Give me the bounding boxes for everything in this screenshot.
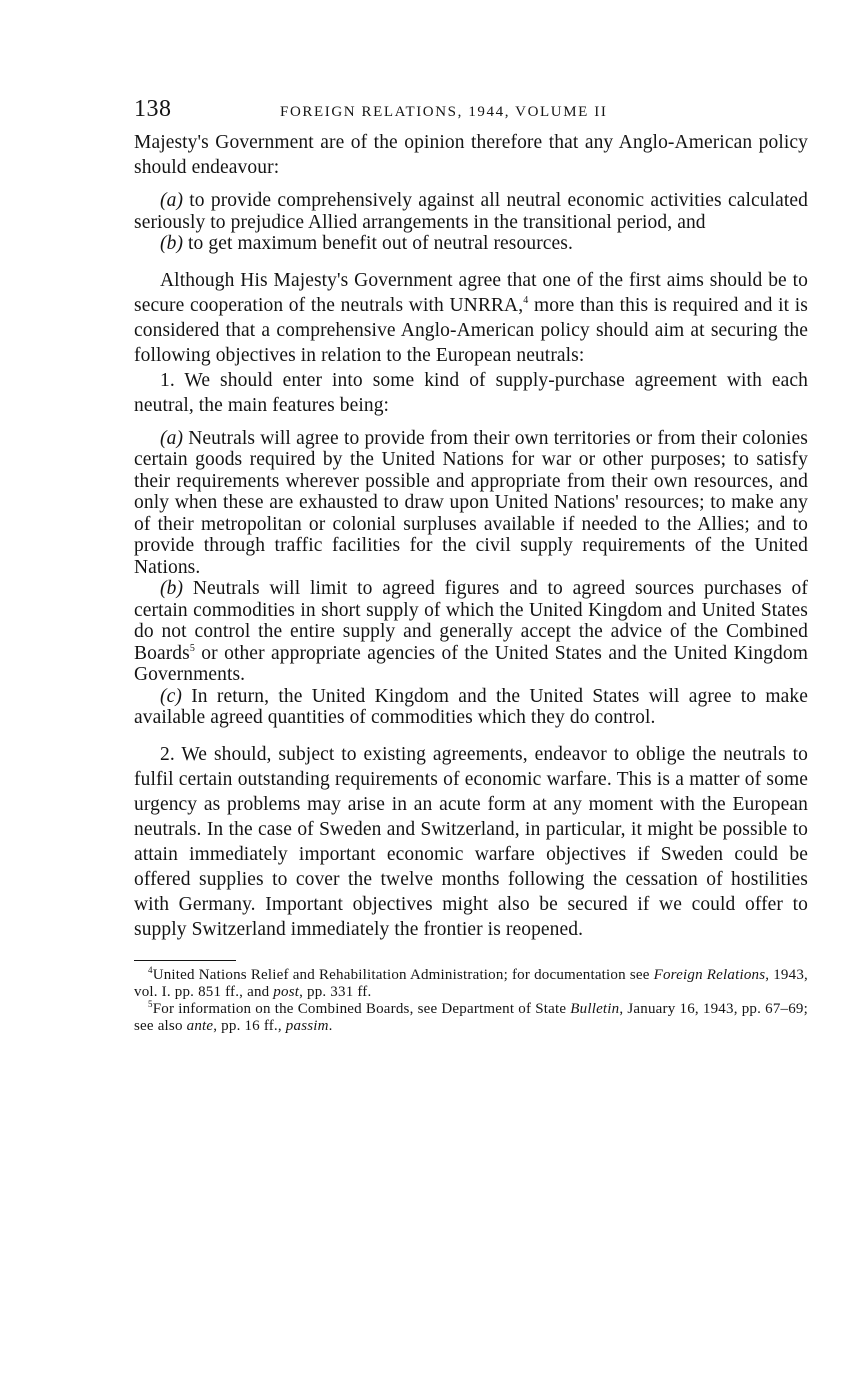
feature-a-text: Neutrals will agree to provide from their own territories or from their colonies certain goods required by the United Nations for war or other purposes; to satisfy their requirements wherever possible and appropriate from their own resources, and only when these are exhausted to draw upon United Nations' resources; to make any of their metropolitan or colonial surpluses available if needed to the Allies; and to provide through traffic facilities for the civil supply requirements of the United Nations. — [134, 427, 808, 578]
aim-a-label: (a) — [160, 190, 184, 211]
feature-b — [134, 578, 808, 686]
item-1-paragraph: 1. We should enter into some kind of supply-purchase agreement with each neutral, the main features being: — [134, 369, 808, 416]
objectives-text-after: more than this is required and it is considered that a comprehensive Anglo-American policy should aim at securing the following objectives in relation to the European neutrals: — [134, 294, 808, 366]
footnote-4-text2: , 1943, vol. I. pp. 851 ff., and — [134, 966, 808, 1000]
footnote-divider — [134, 960, 236, 961]
footnote-4 — [134, 964, 808, 1001]
intro-paragraph: Majesty's Government are of the opinion therefore that any Anglo-American policy should endeavour: — [134, 132, 808, 178]
footnote-5 — [134, 998, 808, 1035]
aim-b-label: (b) — [160, 233, 184, 254]
feature-b-label: (b) — [160, 578, 184, 599]
footnote-5-ante: ante — [186, 1017, 214, 1034]
footnote-ref-5: 5 — [189, 642, 195, 654]
feature-a — [134, 428, 808, 579]
aim-a — [134, 190, 808, 233]
aim-a-text: to provide comprehensively against all neutral economic activities calculated seriously to prejudice Allied arrangements in the transitional period, and — [134, 190, 808, 233]
footnotes — [134, 964, 808, 1035]
objectives-paragraph — [134, 268, 808, 368]
feature-c-label: (c) — [160, 685, 182, 707]
footnote-4-text3: , pp. 331 ff. — [299, 983, 372, 1000]
footnote-5-end: . — [328, 1017, 333, 1034]
aims-list — [134, 190, 808, 255]
footnote-5-text: For information on the Combined Boards, see Department of State — [152, 1000, 571, 1017]
features-list — [134, 428, 808, 729]
footnote-4-text: United Nations Relief and Rehabilitation Administration; for documentation see — [152, 966, 654, 983]
footnote-5-text3: , pp. 16 ff., — [213, 1017, 286, 1034]
footnote-5-text2: , January 16, 1943, pp. 67–69; see also — [134, 1000, 808, 1034]
feature-a-label: (a) — [160, 427, 184, 449]
document-page — [134, 96, 808, 1035]
aim-b — [134, 233, 808, 255]
feature-b-text-after: or other appropriate agencies of the United States and the United Kingdom Governments. — [134, 642, 808, 685]
footnote-4-title: Foreign Relations — [653, 966, 766, 983]
objectives-text: Although His Majesty's Government agree that one of the first aims should be to secure cooperation of the neutrals with UNRRA, — [134, 269, 808, 316]
footnote-5-mark: 5 — [148, 998, 153, 1009]
footnote-5-title: Bulletin — [570, 1000, 620, 1017]
footnote-4-mark: 4 — [148, 964, 153, 975]
running-head: FOREIGN RELATIONS, 1944, VOLUME II — [280, 104, 608, 120]
aim-b-text: to get maximum benefit out of neutral resources. — [183, 233, 573, 254]
page-header — [134, 96, 808, 130]
feature-c-text: In return, the United Kingdom and the United States will agree to make available agreed quantities of commodities which they do control. — [134, 685, 808, 728]
page-number: 138 — [134, 96, 172, 122]
item-2-paragraph: 2. We should, subject to existing agreements, endeavor to oblige the neutrals to fulfil certain outstanding requirements of economic warfare. This is a matter of some urgency as problems may arise in an acute form at any moment with the European neutrals. In the case of Sweden and Switzerland, in particular, it might be possible to attain immediately important economic warfare objectives if Sweden could be offered supplies to cover the twelve months following the cessation of hostilities with Germany. Important objectives might also be secured if we could offer to supply Switzerland immediately the frontier is reopened. — [134, 743, 808, 940]
feature-c — [134, 686, 808, 729]
footnote-4-post: post — [273, 983, 300, 1000]
footnote-5-passim: passim — [285, 1017, 329, 1034]
feature-b-text: Neutrals will limit to agreed figures and to agreed sources purchases of certain commodities in short supply of which the United Kingdom and United States do not control the entire supply and generally accept the advice of the Combined Boards — [134, 578, 808, 664]
footnote-ref-4: 4 — [523, 294, 529, 306]
